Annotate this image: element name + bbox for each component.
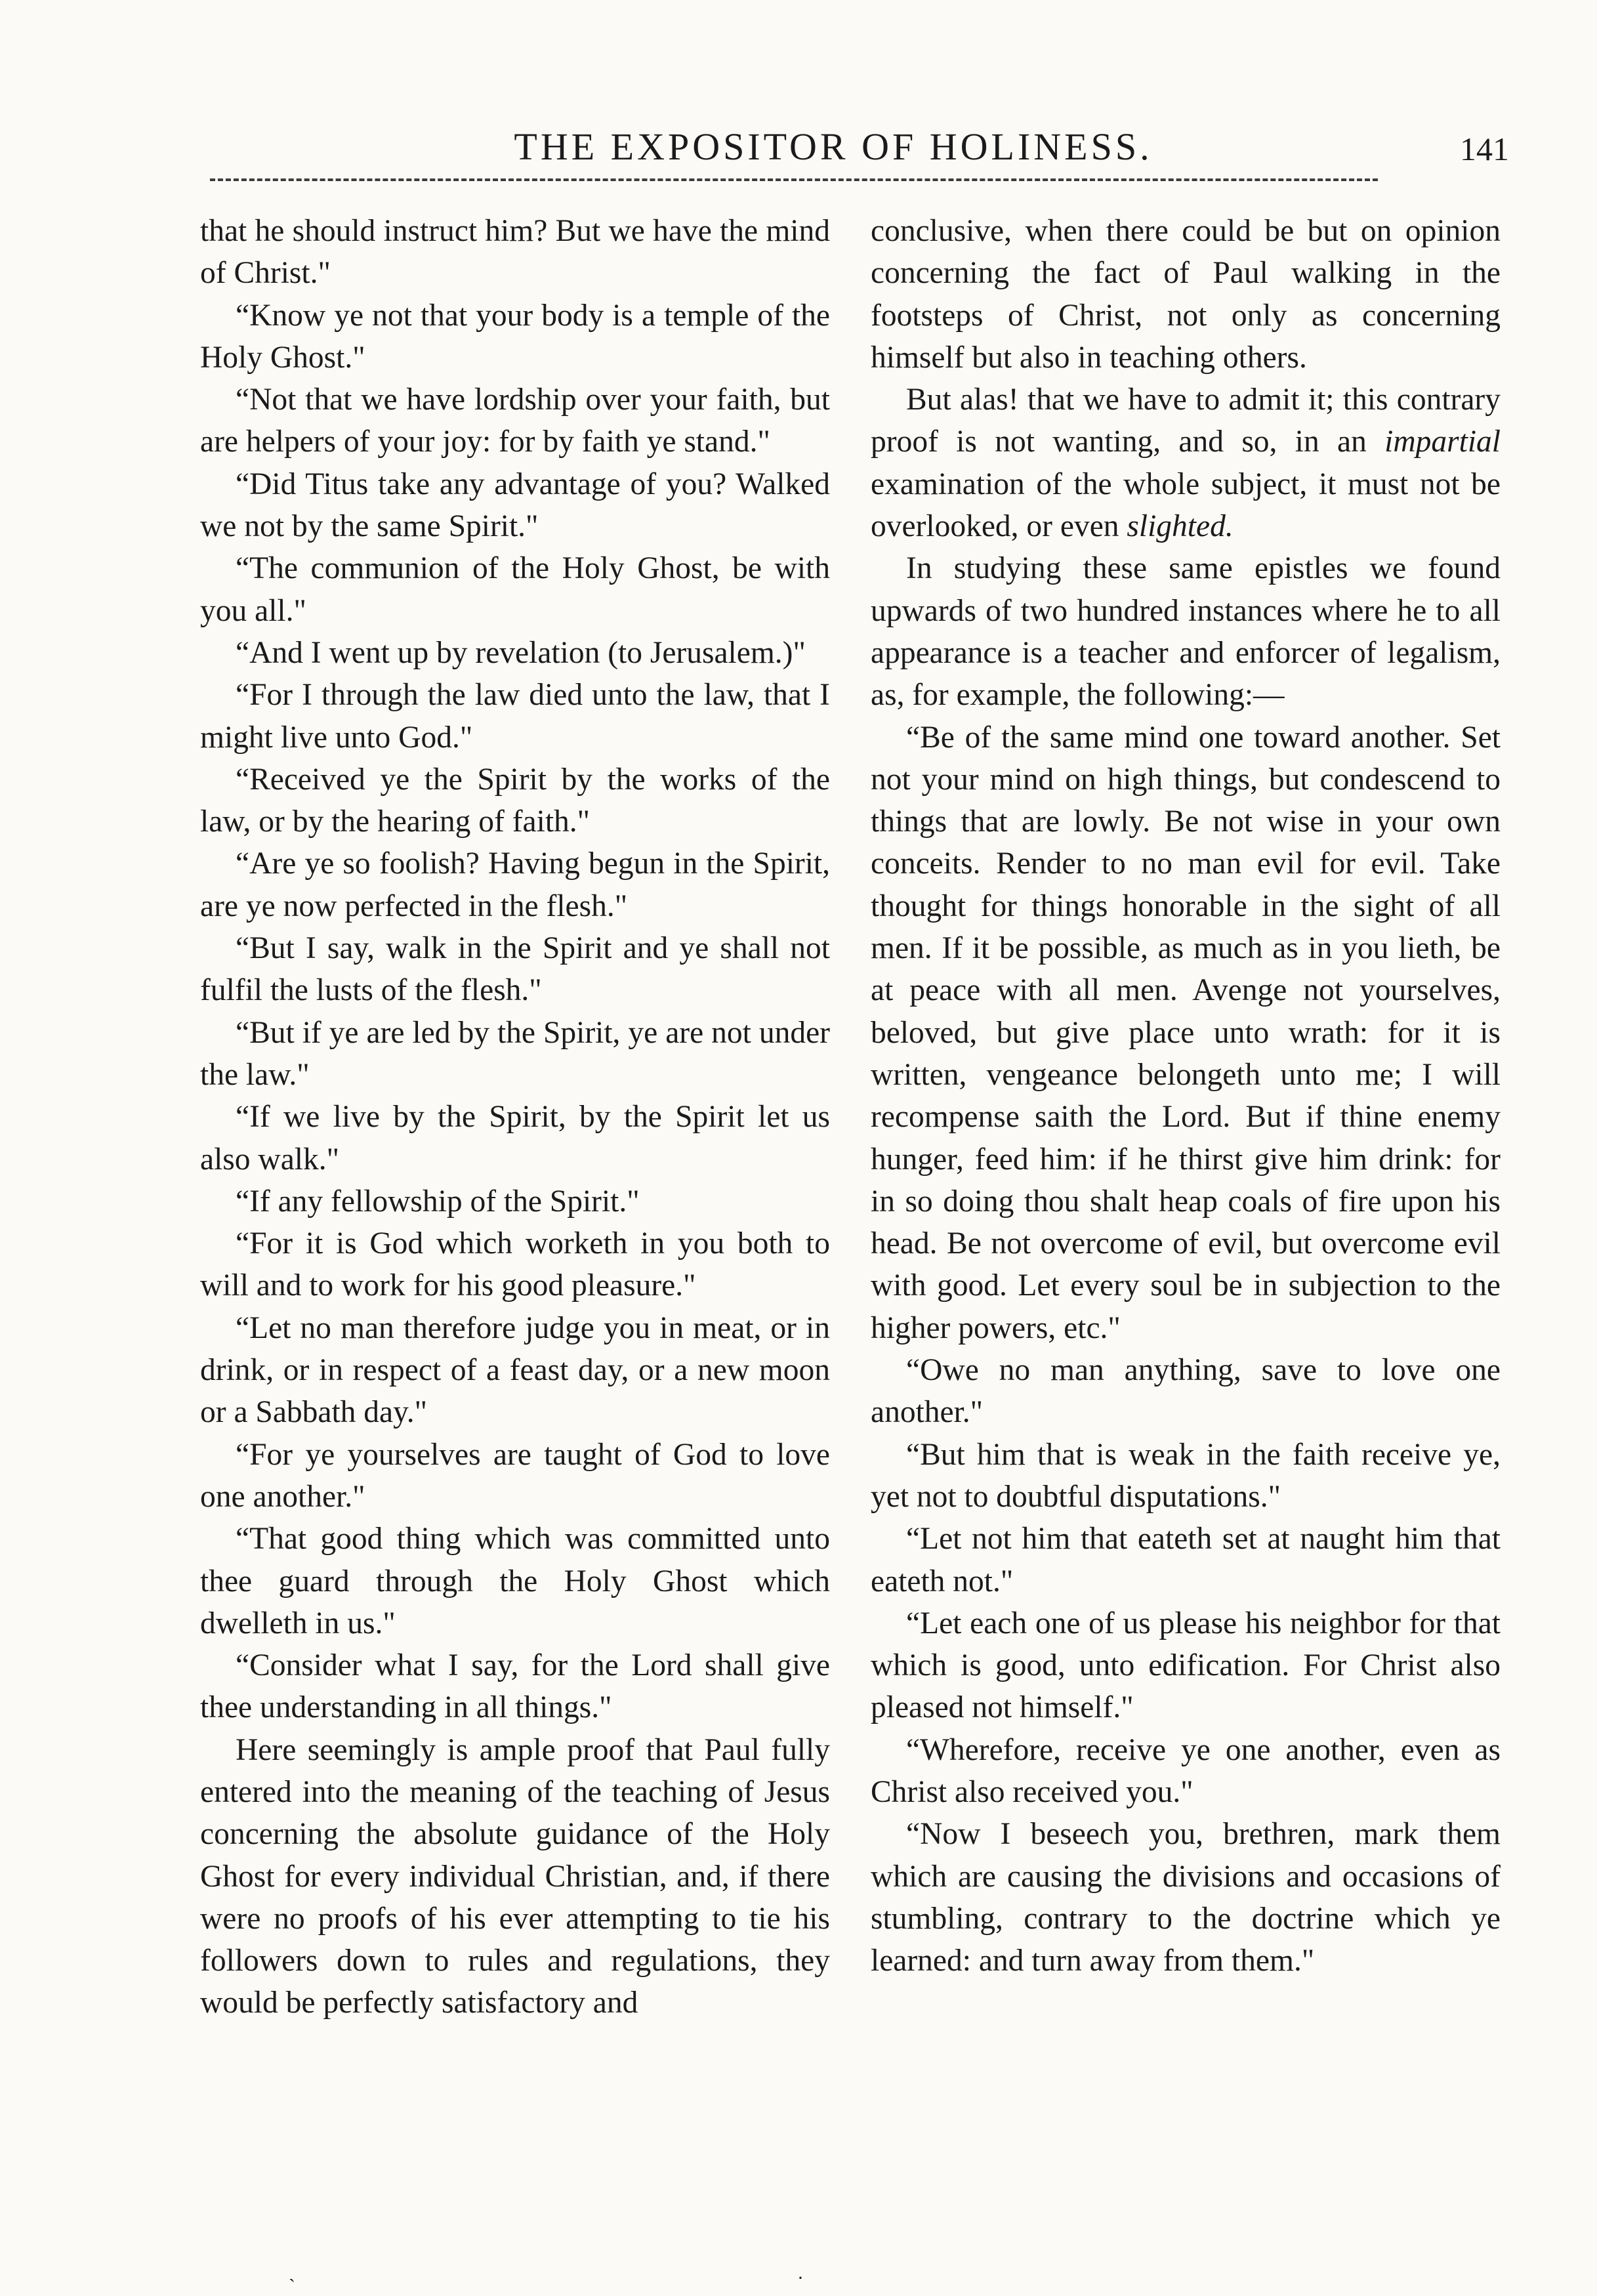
quotation: “Owe no man anything, save to love one another." — [871, 1353, 1501, 1430]
quotation: “And I went up by revelation (to Jerusalem.)" — [236, 635, 806, 670]
quotation: “Let not him that eateth set at naught him that eateth not." — [871, 1522, 1501, 1598]
ink-speck: · — [797, 2267, 804, 2289]
quotation: “Are ye so foolish? Having begun in the Spirit, are ye now perfected in the flesh." — [200, 846, 830, 923]
paragraph: that he should instruct him? But we have the mind of Christ." — [200, 214, 830, 291]
paragraph: conclusive, when there could be but on opinion concerning the fact of Paul walking in the footsteps of Christ, not only as concerning himself but also in teaching others. — [871, 214, 1501, 375]
paragraph: Here seemingly is ample proof that Paul fully entered into the meaning of the teaching of Jesus concerning the absolute guidance of the Holy Ghost for every individual Christian, and, if there were no proofs of his ever attempting to tie his followers down to rules and regulations, they would be perfectly satisfactory and — [200, 1732, 830, 2020]
quotation: “But if ye are led by the Spirit, ye are not under the law." — [200, 1015, 830, 1092]
quotation: “Let no man therefore judge you in meat, or in drink, or in respect of a feast day, or a new moon or a Sabbath day." — [200, 1310, 830, 1430]
quotation: “The communion of the Holy Ghost, be with you all." — [200, 551, 830, 628]
quotation: “Received ye the Spirit by the works of the law, or by the hearing of faith." — [200, 762, 830, 839]
italic-text: impartial — [1384, 425, 1501, 459]
page-number: 141 — [1460, 131, 1509, 167]
page-header — [0, 125, 1597, 184]
quotation: “For I through the law died unto the law, that I might live unto God." — [200, 678, 830, 755]
quotation: “Know ye not that your body is a temple of the Holy Ghost." — [200, 298, 830, 375]
quotation: “Consider what I say, for the Lord shall give thee understanding in all things." — [200, 1648, 830, 1725]
text-run: examination of the whole subject, it must not be overlooked, or even — [871, 467, 1501, 544]
quotation: “For ye yourselves are taught of God to love one another." — [200, 1437, 830, 1514]
text-run: But alas! that we have to admit it; this contrary proof is not wanting, and so, in an — [871, 383, 1501, 459]
paragraph — [871, 379, 1501, 547]
quotation: “Did Titus take any advantage of you? Walked we not by the same Spirit." — [200, 467, 830, 544]
quotation: “Not that we have lordship over your faith, but are helpers of your joy: for by faith ye stand." — [200, 383, 830, 459]
header-rule — [210, 178, 1378, 181]
quotation: “If we live by the Spirit, by the Spirit let us also walk." — [200, 1100, 830, 1177]
quotation: “But I say, walk in the Spirit and ye shall not fulfil the lusts of the flesh." — [200, 931, 830, 1008]
italic-text: slighted. — [1127, 509, 1234, 544]
quotation: “Let each one of us please his neighbor for that which is good, unto edification. For Christ also pleased not himself." — [871, 1606, 1501, 1725]
running-head: THE EXPOSITOR OF HOLINESS. — [514, 125, 1153, 168]
quotation: “That good thing which was committed unto thee guard through the Holy Ghost which dwelleth in us." — [200, 1522, 830, 1640]
quotation: “But him that is weak in the faith receive ye, yet not to doubtful disputations." — [871, 1437, 1501, 1514]
quotation: “Now I beseech you, brethren, mark them which are causing the divisions and occasions of stumbling, contrary to the doctrine which ye learned: and turn away from them." — [871, 1817, 1501, 1978]
quotation: “For it is God which worketh in you both to will and to work for his good pleasure." — [200, 1226, 830, 1303]
left-column — [200, 210, 830, 2024]
quotation: “If any fellowship of the Spirit." — [236, 1184, 640, 1219]
ink-speck: ˏ — [289, 2261, 295, 2282]
quotation: “Be of the same mind one toward another. Set not your mind on high things, but condescend to things that are lowly. Be not wise in your own conceits. Render to no man evil for evil. Take thought for things honorable in the sight of all men. If it be possible, as much as in you lieth, be at peace with all men. Avenge not yourselves, beloved, but give place unto wrath: for it is written, vengeance belongeth unto me; I will recompense saith the Lord. But if thine enemy hunger, feed him: if he thirst give him drink: for in so doing thou shalt heap coals of fire upon his head. Be not overcome of evil, but overcome evil with good. Let every soul be in subjection to the higher powers, etc." — [871, 720, 1501, 1345]
paragraph: In studying these same epistles we found upwards of two hundred instances where he to all appearance is a teacher and enforcer of legalism, as, for example, the following:— — [871, 551, 1501, 713]
quotation: “Wherefore, receive ye one another, even as Christ also received you." — [871, 1732, 1501, 1809]
right-column — [871, 210, 1501, 1982]
